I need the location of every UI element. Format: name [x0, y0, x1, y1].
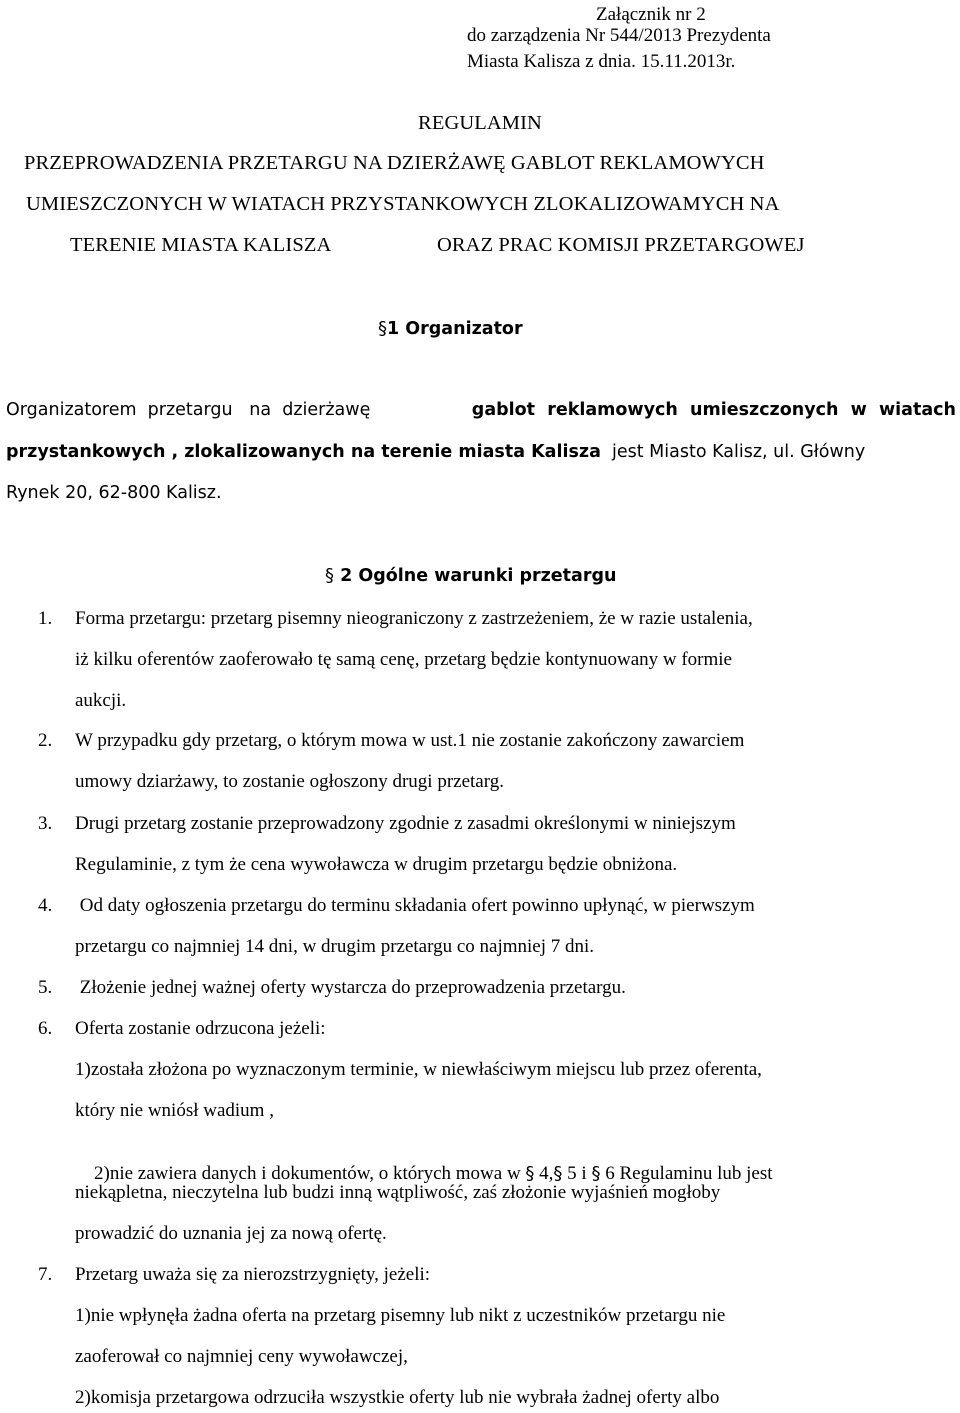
- item-7-sub-1-line-1: 1)nie wpłynęła żadna oferta na przetarg pisemny lub nikt z uczestników przetargu nie: [75, 1305, 726, 1326]
- item-6-sub-2-text-d: 6 Regulaminu lub jest: [600, 1163, 773, 1184]
- paragraph-symbol-icon: §: [591, 1163, 601, 1184]
- item-5-number: 5.: [38, 977, 53, 998]
- paragraph-symbol-icon: §: [553, 1163, 563, 1184]
- section-1-bold-text: gablot reklamowych umieszczonych w wiatach: [471, 400, 956, 420]
- paragraph-symbol-icon: §: [325, 565, 334, 586]
- item-2-line-1: W przypadku gdy przetarg, o którym mowa w ust.1 nie zostanie zakończony zawarciem: [75, 730, 745, 751]
- item-7-line-1: Przetarg uważa się za nierozstrzygnięty, jeżeli:: [75, 1264, 431, 1285]
- item-1-line-1: Forma przetargu: przetarg pisemny nieograniczony z zastrzeżeniem, że w razie ustalenia,: [75, 608, 753, 629]
- paragraph-symbol-icon: §: [378, 318, 387, 339]
- item-7-sub-2-line-1: 2)komisja przetargowa odrzuciła wszystkie oferty lub nie wybrała żadnej oferty albo: [75, 1387, 720, 1408]
- section-1-paragraph-line-2: [6, 442, 865, 462]
- item-7-number: 7.: [38, 1264, 53, 1285]
- section-1-bold-text-2: przystankowych , zlokalizowanych na terenie miasta Kalisza: [6, 442, 601, 462]
- item-4-line-1: Od daty ogłoszenia przetargu do terminu składania ofert powinno upłynąć, w pierwszym: [75, 895, 755, 916]
- attachment-line-3: Miasta Kalisza z dnia. 15.11.2013r.: [467, 51, 736, 72]
- title-line-3: UMIESZCZONYCH W WIATACH PRZYSTANKOWYCH ZLOKALIZOWAMYCH NA: [26, 193, 780, 215]
- item-6-sub-2-text-a: 2)nie zawiera danych i dokumentów, o których mowa w: [94, 1163, 526, 1184]
- attachment-line-2: do zarządzenia Nr 544/2013 Prezydenta: [467, 25, 771, 46]
- item-1-number: 1.: [38, 608, 53, 629]
- section-1-plain-text-2: jest Miasto Kalisz, ul. Główny: [600, 442, 866, 462]
- item-4-number: 4.: [38, 895, 53, 916]
- section-2-heading-text: 2 Ogólne warunki przetargu: [334, 566, 617, 586]
- item-1-line-3: aukcji.: [75, 690, 127, 711]
- item-2-line-2: umowy dziarżawy, to zostanie ogłoszony drugi przetarg.: [75, 771, 504, 792]
- section-1-paragraph-line-1: [6, 400, 956, 420]
- title-regulamin: REGULAMIN: [418, 112, 542, 134]
- section-2-heading: [325, 565, 616, 586]
- item-2-number: 2.: [38, 730, 53, 751]
- item-6-number: 6.: [38, 1018, 53, 1039]
- title-line-4b: ORAZ PRAC KOMISJI PRZETARGOWEJ: [437, 234, 805, 256]
- item-3-number: 3.: [38, 813, 53, 834]
- item-6-sub-2-text-b: 4,: [534, 1163, 554, 1184]
- item-6-sub-1-line-2: który nie wniósł wadium ,: [75, 1100, 274, 1121]
- item-3-line-1: Drugi przetarg zostanie przeprowadzony zgodnie z zasadmi określonymi w niniejszym: [75, 813, 736, 834]
- section-1-plain-text: Organizatorem przetargu na dzierżawę: [6, 400, 376, 420]
- item-4-line-2: przetargu co najmniej 14 dni, w drugim przetargu co najmniej 7 dni.: [75, 936, 595, 957]
- item-3-line-2: Regulaminie, z tym że cena wywoławcza w drugim przetargu będzie obniżona.: [75, 854, 678, 875]
- attachment-line-1: Załącznik nr 2: [596, 4, 706, 25]
- section-1-paragraph-line-3: Rynek 20, 62-800 Kalisz.: [6, 483, 222, 503]
- item-6-sub-1-line-1: 1)została złożona po wyznaczonym terminie, w niewłaściwym miejscu lub przez oferenta,: [75, 1059, 762, 1080]
- item-6-line-1: Oferta zostanie odrzucona jeżeli:: [75, 1018, 326, 1039]
- item-6-sub-2-line-3: prowadzić do uznania jej za nową ofertę.: [75, 1223, 387, 1244]
- item-6-sub-2-line-2: niekąpletna, nieczytelna lub budzi inną wątpliwość, zaś złożonie wyjaśnień mogłoby: [75, 1182, 721, 1203]
- item-6-sub-2-text-c: 5 i: [562, 1163, 592, 1184]
- title-line-4a: TERENIE MIASTA KALISZA: [70, 234, 332, 256]
- paragraph-symbol-icon: §: [525, 1163, 535, 1184]
- item-1-line-2: iż kilku oferentów zaoferowało tę samą cenę, przetarg będzie kontynuowany w formie: [75, 649, 732, 670]
- item-7-sub-1-line-2: zaoferował co najmniej ceny wywoławczej,: [75, 1346, 408, 1367]
- section-1-heading: [378, 318, 523, 339]
- section-1-heading-text: 1 Organizator: [387, 319, 523, 339]
- title-line-2: PRZEPROWADZENIA PRZETARGU NA DZIERŻAWĘ GABLOT REKLAMOWYCH: [24, 152, 765, 174]
- item-5-line-1: Złożenie jednej ważnej oferty wystarcza do przeprowadzenia przetargu.: [75, 977, 626, 998]
